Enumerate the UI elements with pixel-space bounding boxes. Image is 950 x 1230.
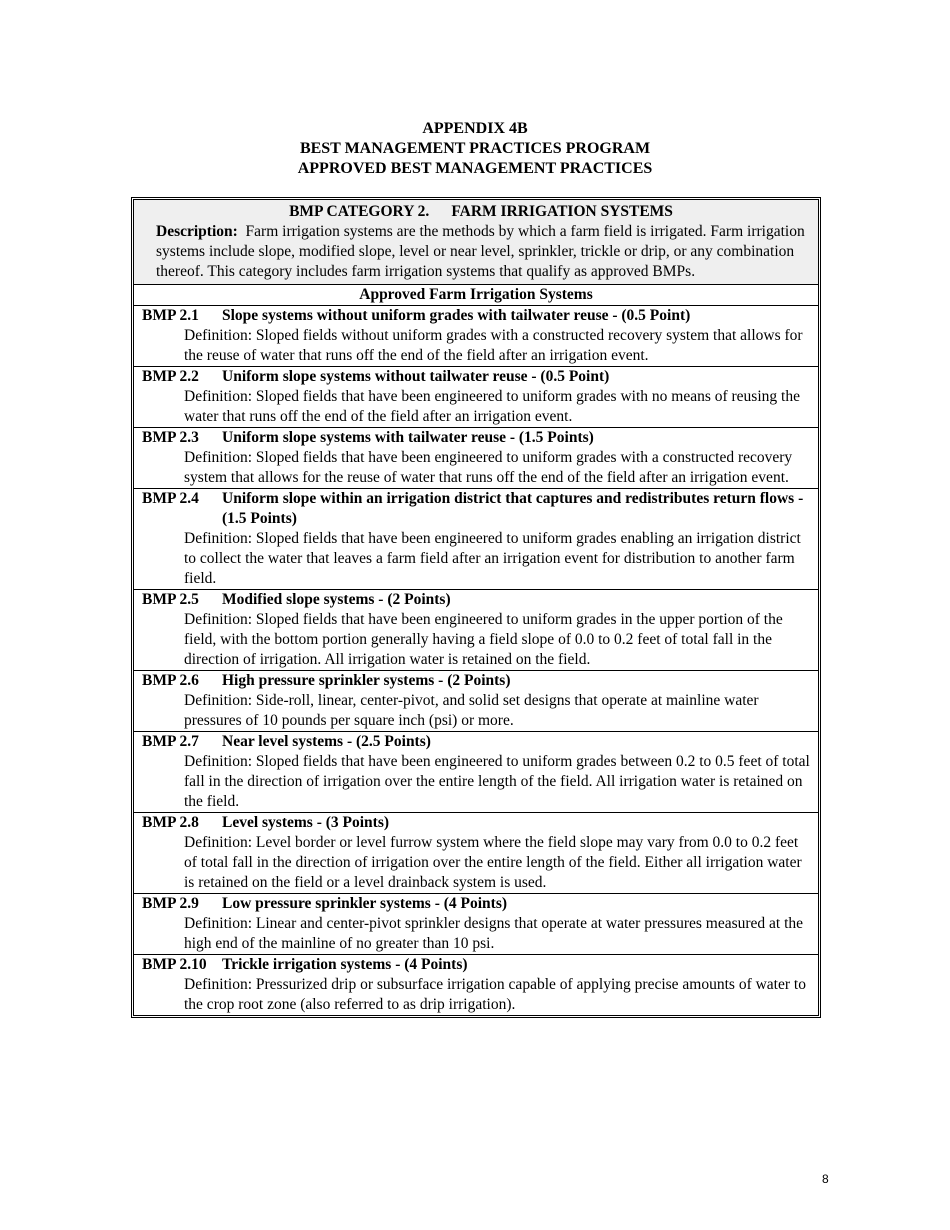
subheading: Approved Farm Irrigation Systems xyxy=(134,285,818,306)
bmp-code: BMP 2.7 xyxy=(142,733,199,750)
appendix-title: APPENDIX 4B xyxy=(422,120,528,137)
bmp-row xyxy=(134,428,818,489)
bmp-code: BMP 2.5 xyxy=(142,591,199,608)
section-title: APPROVED BEST MANAGEMENT PRACTICES xyxy=(297,160,653,177)
bmp-definition: Definition: Side-roll, linear, center-pivot, and solid set designs that operate at mainline water pressures of 10 pounds per square inch (psi) or more. xyxy=(184,692,759,729)
bmp-heading xyxy=(142,306,810,326)
bmp-definition: Definition: Pressurized drip or subsurface irrigation capable of applying precise amounts of water to the crop root zone (also referred to as drip irrigation). xyxy=(184,976,806,1013)
bmp-title: Near level systems - (2.5 Points) xyxy=(222,733,431,750)
program-title: BEST MANAGEMENT PRACTICES PROGRAM xyxy=(299,140,651,157)
page-header xyxy=(0,119,950,179)
bmp-title: High pressure sprinkler systems - (2 Points) xyxy=(222,672,511,689)
bmp-definition: Definition: Level border or level furrow system where the field slope may vary from 0.0 to 0.2 feet of total fall in the direction of irrigation over the entire length of the field. Either all irrigation water is retained on the field or a level drainback system is used. xyxy=(184,834,802,891)
bmp-code: BMP 2.10 xyxy=(142,956,207,973)
bmp-row xyxy=(134,489,818,590)
bmp-definition: Definition: Sloped fields that have been engineered to uniform grades with no means of reusing the water that runs off the end of the field after an irrigation event. xyxy=(184,388,800,425)
bmp-heading xyxy=(142,428,810,448)
description-text: Farm irrigation systems are the methods by which a farm field is irrigated. Farm irrigation systems include slope, modified slope, level or near level, sprinkler, trickle or drip, or any combination thereof. This category includes farm irrigation systems that qualify as approved BMPs. xyxy=(156,223,805,280)
bmp-row xyxy=(134,671,818,732)
bmp-title: Uniform slope systems with tailwater reuse - (1.5 Points) xyxy=(222,429,594,446)
bmp-row xyxy=(134,732,818,813)
bmp-row xyxy=(134,955,818,1015)
bmp-definition: Definition: Linear and center-pivot sprinkler designs that operate at water pressures measured at the high end of the mainline of no greater than 10 psi. xyxy=(184,915,804,952)
category-title xyxy=(156,202,806,222)
bmp-heading xyxy=(142,813,810,833)
bmp-title: Slope systems without uniform grades with tailwater reuse - (0.5 Point) xyxy=(222,307,691,324)
bmp-code: BMP 2.8 xyxy=(142,814,199,831)
bmp-code: BMP 2.3 xyxy=(142,429,199,446)
bmp-code: BMP 2.9 xyxy=(142,895,199,912)
bmp-list xyxy=(134,306,818,1015)
bmp-code: BMP 2.4 xyxy=(142,490,199,507)
category-number: BMP CATEGORY 2. xyxy=(289,203,430,220)
bmp-definition: Definition: Sloped fields that have been engineered to uniform grades enabling an irrigation district to collect the water that leaves a farm field after an irrigation event for distribution to another farm field. xyxy=(184,530,801,587)
bmp-table xyxy=(131,197,821,1018)
bmp-title: Low pressure sprinkler systems - (4 Points) xyxy=(222,895,508,912)
category-description xyxy=(156,222,806,282)
bmp-code: BMP 2.1 xyxy=(142,307,199,324)
bmp-definition: Definition: Sloped fields that have been engineered to uniform grades in the upper portion of the field, with the bottom portion generally having a field slope of 0.0 to 0.2 feet of total fall in the direction of irrigation. All irrigation water is retained on the field. xyxy=(184,611,783,668)
bmp-row xyxy=(134,367,818,428)
bmp-heading xyxy=(142,367,810,387)
bmp-title: Uniform slope within an irrigation district that captures and redistributes return flows - (1.5 Points) xyxy=(222,490,804,527)
bmp-row xyxy=(134,590,818,671)
bmp-title: Modified slope systems - (2 Points) xyxy=(222,591,451,608)
bmp-title: Uniform slope systems without tailwater reuse - (0.5 Point) xyxy=(222,368,610,385)
bmp-heading xyxy=(142,671,810,691)
bmp-row xyxy=(134,306,818,367)
bmp-title: Trickle irrigation systems - (4 Points) xyxy=(222,956,468,973)
description-label: Description: xyxy=(156,223,238,240)
category-name: FARM IRRIGATION SYSTEMS xyxy=(451,203,673,220)
bmp-heading xyxy=(142,894,810,914)
bmp-definition: Definition: Sloped fields without uniform grades with a constructed recovery system that allows for the reuse of water that runs off the end of the field after an irrigation event. xyxy=(184,327,803,364)
bmp-definition: Definition: Sloped fields that have been engineered to uniform grades with a constructed recovery system that allows for the reuse of water that runs off the end of the field after an irrigation event. xyxy=(184,449,793,486)
bmp-code: BMP 2.6 xyxy=(142,672,199,689)
bmp-code: BMP 2.2 xyxy=(142,368,199,385)
category-block xyxy=(134,200,818,285)
bmp-row xyxy=(134,813,818,894)
page-number: 8 xyxy=(822,1172,829,1186)
bmp-heading xyxy=(142,955,810,975)
bmp-definition: Definition: Sloped fields that have been engineered to uniform grades between 0.2 to 0.5 feet of total fall in the direction of irrigation over the entire length of the field. All irrigation water is retained on the field. xyxy=(184,753,810,810)
bmp-heading xyxy=(142,590,810,610)
bmp-heading xyxy=(142,489,810,529)
bmp-heading xyxy=(142,732,810,752)
bmp-row xyxy=(134,894,818,955)
bmp-title: Level systems - (3 Points) xyxy=(222,814,390,831)
